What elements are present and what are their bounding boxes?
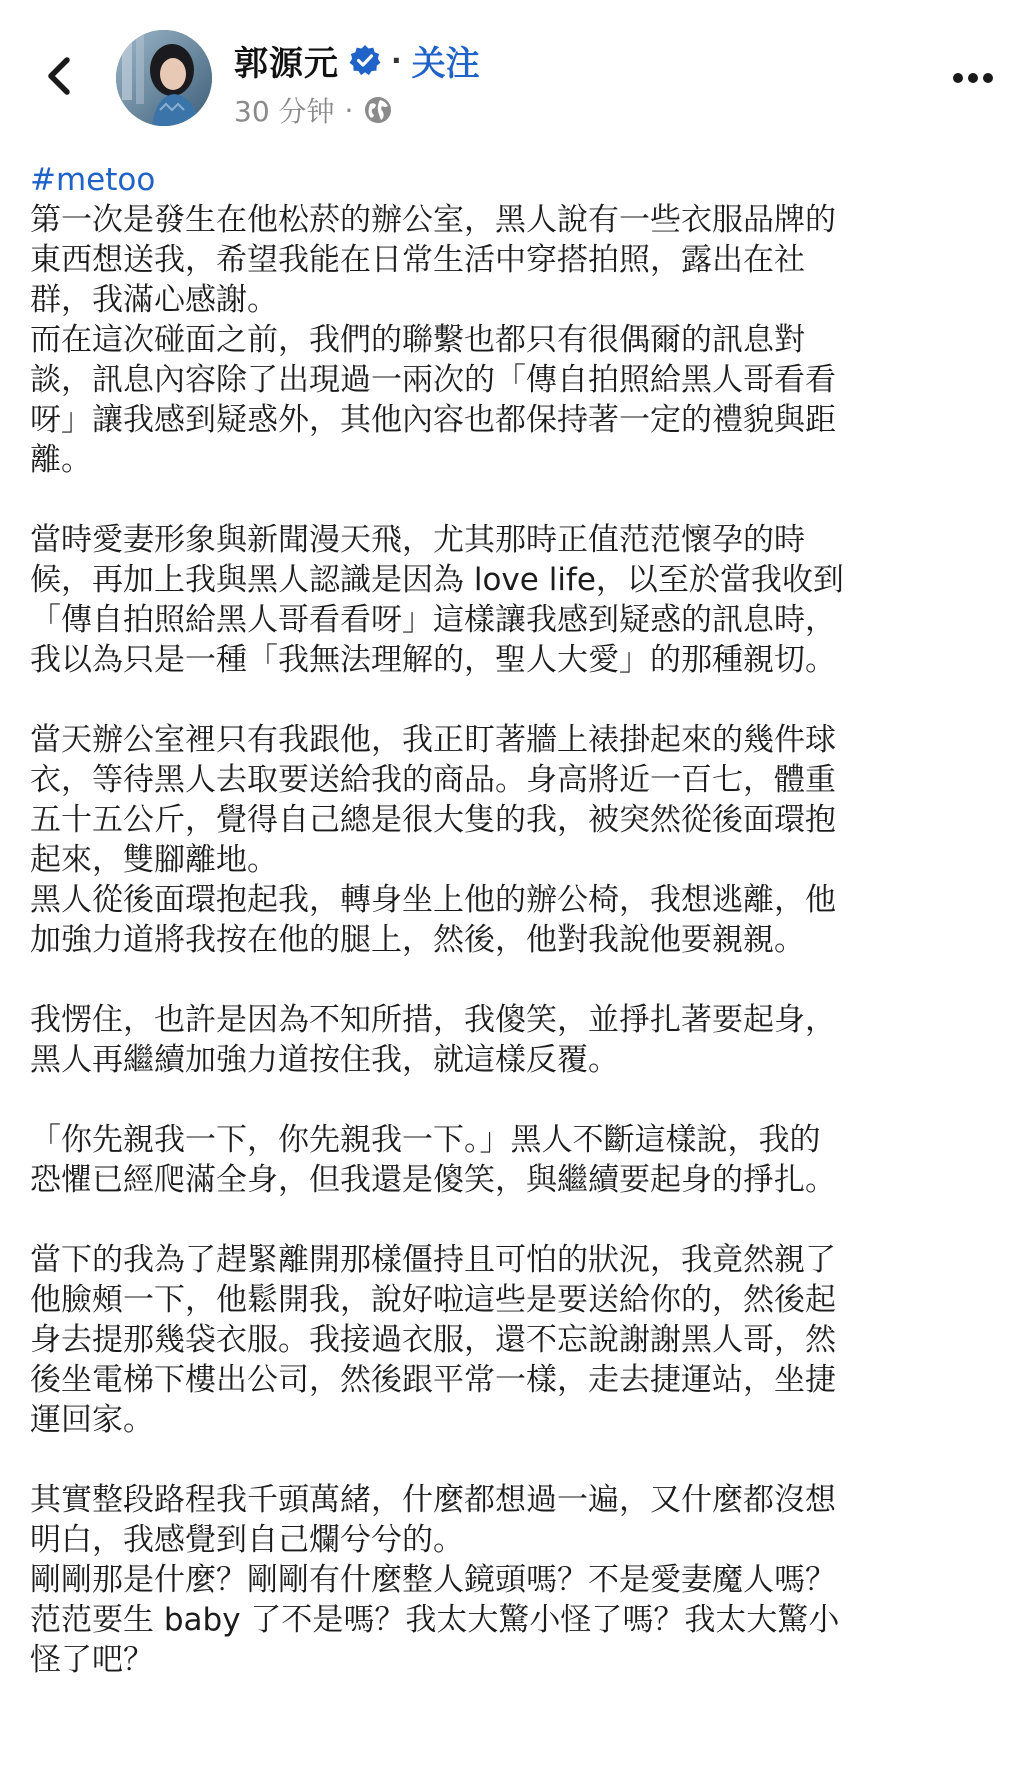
post-line: 衣，等待黑人去取要送給我的商品。身高將近一百七，體重	[30, 762, 836, 798]
post-line: 「傳自拍照給黑人哥看看呀」這樣讓我感到疑惑的訊息時，	[30, 602, 836, 638]
post-line: 黑人再繼續加強力道按住我，就這樣反覆。	[30, 1042, 619, 1078]
post-text	[30, 200, 998, 1680]
paragraph-break	[30, 1200, 998, 1240]
post-line: 他臉頰一下，他鬆開我，說好啦這些是要送給你的，然後起	[30, 1282, 836, 1318]
post-body	[30, 160, 998, 1680]
post-line: 加強力道將我按在他的腿上，然後，他對我說他要親親。	[30, 922, 805, 958]
more-dot	[953, 73, 963, 83]
more-dot	[968, 73, 978, 83]
post-line: 恐懼已經爬滿全身，但我還是傻笑，與繼續要起身的掙扎。	[30, 1162, 836, 1198]
post-line: 身去提那幾袋衣服。我接過衣服，還不忘說謝謝黑人哥，然	[30, 1322, 836, 1358]
paragraph-break	[30, 1080, 998, 1120]
post-line: 剛剛那是什麼？剛剛有什麼整人鏡頭嗎？不是愛妻魔人嗎？	[30, 1562, 836, 1598]
post-line: 當下的我為了趕緊離開那樣僵持且可怕的狀況，我竟然親了	[30, 1242, 836, 1278]
post-line: 離。	[30, 442, 92, 478]
post-line: 范范要生 baby 了不是嗎？我太大驚小怪了嗎？我太大驚小	[30, 1602, 840, 1638]
post-header	[0, 0, 1024, 150]
post-line: 運回家。	[30, 1402, 154, 1438]
meta-separator-dot: ·	[344, 93, 354, 127]
post-line: 我愣住，也許是因為不知所措，我傻笑，並掙扎著要起身，	[30, 1002, 836, 1038]
post-line: 五十五公斤，覺得自己總是很大隻的我，被突然從後面環抱	[30, 802, 836, 838]
post-line: 我以為只是一種「我無法理解的，聖人大愛」的那種親切。	[30, 642, 836, 678]
globe-icon	[363, 95, 393, 125]
post-line: 起來，雙腳離地。	[30, 842, 278, 878]
more-options-button[interactable]	[948, 58, 998, 98]
post-line: 其實整段路程我千頭萬緒，什麼都想過一遍，又什麼都沒想	[30, 1482, 836, 1518]
paragraph-break	[30, 480, 998, 520]
hashtag-link[interactable]: #metoo	[30, 162, 156, 198]
post-line: 「你先親我一下，你先親我一下。」黑人不斷這樣說，我的	[30, 1122, 821, 1158]
author-row	[234, 34, 480, 86]
post-line: 候，再加上我與黑人認識是因為 love life，以至於當我收到	[30, 562, 844, 598]
post-line: 呀」讓我感到疑惑外，其他內容也都保持著一定的禮貌與距	[30, 402, 836, 438]
post-line: 當時愛妻形象與新聞漫天飛，尤其那時正值范范懷孕的時	[30, 522, 805, 558]
post-line: 東西想送我，希望我能在日常生活中穿搭拍照，露出在社	[30, 242, 805, 278]
post-line: 明白，我感覺到自己爛兮兮的。	[30, 1522, 464, 1558]
post-time[interactable]: 30 分钟	[234, 95, 335, 128]
post-line: 談，訊息內容除了出現過一兩次的「傳自拍照給黑人哥看看	[30, 362, 836, 398]
post-meta	[234, 88, 393, 132]
avatar[interactable]	[116, 30, 212, 126]
more-dot	[983, 73, 993, 83]
post-line: 怪了吧？	[30, 1642, 154, 1678]
post-line: 當天辦公室裡只有我跟他，我正盯著牆上裱掛起來的幾件球	[30, 722, 836, 758]
avatar-photo	[116, 30, 212, 126]
chevron-left-icon	[43, 56, 73, 100]
verified-badge-icon	[349, 44, 381, 76]
post-line: 而在這次碰面之前，我們的聯繫也都只有很偶爾的訊息對	[30, 322, 805, 358]
back-button[interactable]	[36, 52, 80, 104]
paragraph-break	[30, 1440, 998, 1480]
post-line: 後坐電梯下樓出公司，然後跟平常一樣，走去捷運站，坐捷	[30, 1362, 836, 1398]
post-line: 群，我滿心感謝。	[30, 282, 278, 318]
paragraph-break	[30, 960, 998, 1000]
follow-button[interactable]: 关注	[411, 43, 480, 84]
separator-dot: ·	[391, 43, 402, 77]
paragraph-break	[30, 680, 998, 720]
post-line: 黑人從後面環抱起我，轉身坐上他的辦公椅，我想逃離，他	[30, 882, 836, 918]
author-name[interactable]: 郭源元	[234, 43, 339, 84]
post-line: 第一次是發生在他松菸的辦公室，黑人說有一些衣服品牌的	[30, 202, 836, 238]
